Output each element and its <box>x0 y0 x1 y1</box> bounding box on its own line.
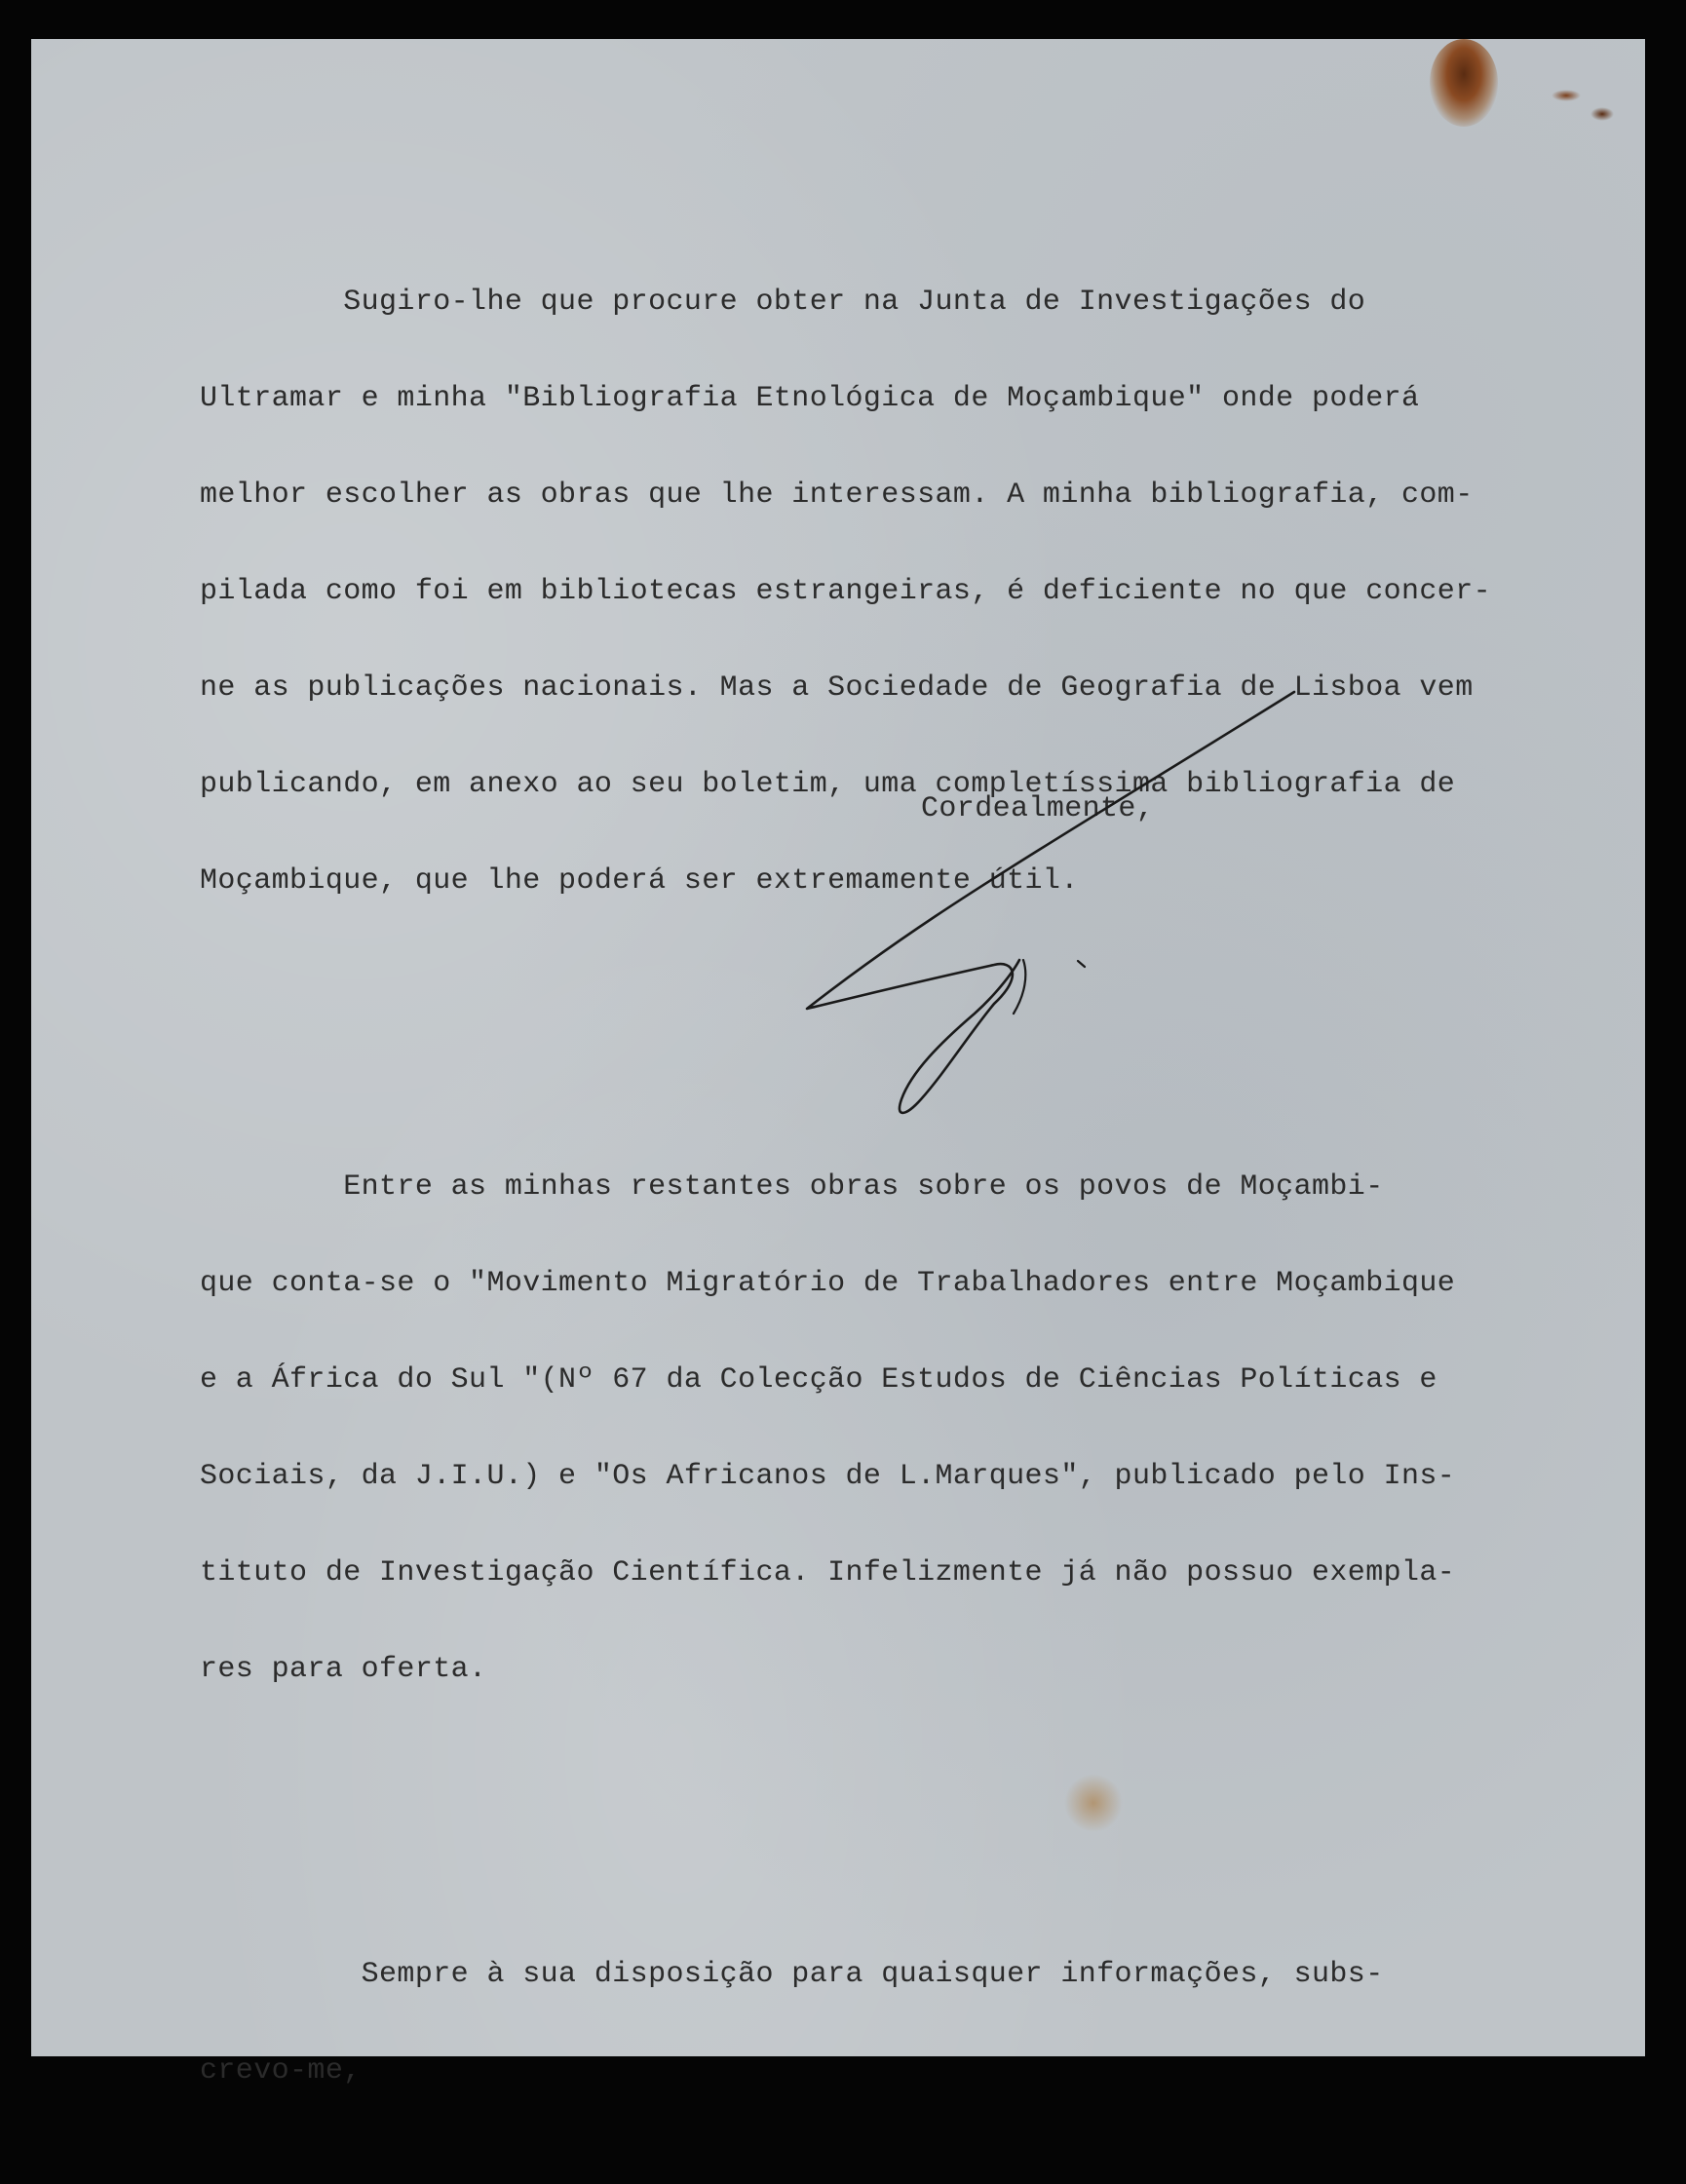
text-line: crevo-me, <box>200 2054 362 2088</box>
text-line: Ultramar e minha "Bibliografia Etnológica de Moçambique" onde poderá <box>200 382 1420 415</box>
text-line: que conta-se o "Movimento Migratório de Trabalhadores entre Moçambique <box>200 1267 1456 1300</box>
letter-body <box>200 158 1623 2184</box>
text-line: tituto de Investigação Científica. Infelizmente já não possuo exempla- <box>200 1556 1456 1590</box>
closing-salutation: Cordealmente, <box>921 792 1155 825</box>
text-line: ne as publicações nacionais. Mas a Sociedade de Geografia de Lisboa vem <box>200 671 1474 705</box>
text-line: melhor escolher as obras que lhe interessam. A minha bibliografia, com- <box>200 479 1474 512</box>
text-line: Sugiro-lhe que procure obter na Junta de Investigações do <box>200 286 1366 319</box>
text-line: Sempre à sua disposição para quaisquer informações, subs- <box>200 1958 1384 1991</box>
text-line: Entre as minhas restantes obras sobre os povos de Moçambi- <box>200 1170 1384 1204</box>
rust-stain <box>1430 39 1498 127</box>
paragraph-1 <box>200 222 1623 962</box>
text-line: Sociais, da J.I.U.) e "Os Africanos de L.Marques", publicado pelo Ins- <box>200 1460 1456 1493</box>
text-line: e a África do Sul "(Nº 67 da Colecção Estudos de Ciências Políticas e <box>200 1363 1437 1397</box>
text-line: publicando, em anexo ao seu boletim, uma completíssima bibliografia de <box>200 768 1456 801</box>
rust-stain <box>1552 90 1581 101</box>
rust-stain <box>1590 107 1614 121</box>
paragraph-3 <box>200 1895 1623 2152</box>
text-line: Moçambique, que lhe poderá ser extremamente útil. <box>200 864 1079 898</box>
paragraph-2 <box>200 1107 1623 1750</box>
text-line: res para oferta. <box>200 1653 487 1686</box>
text-line: pilada como foi em bibliotecas estrangeiras, é deficiente no que concer- <box>200 575 1492 608</box>
